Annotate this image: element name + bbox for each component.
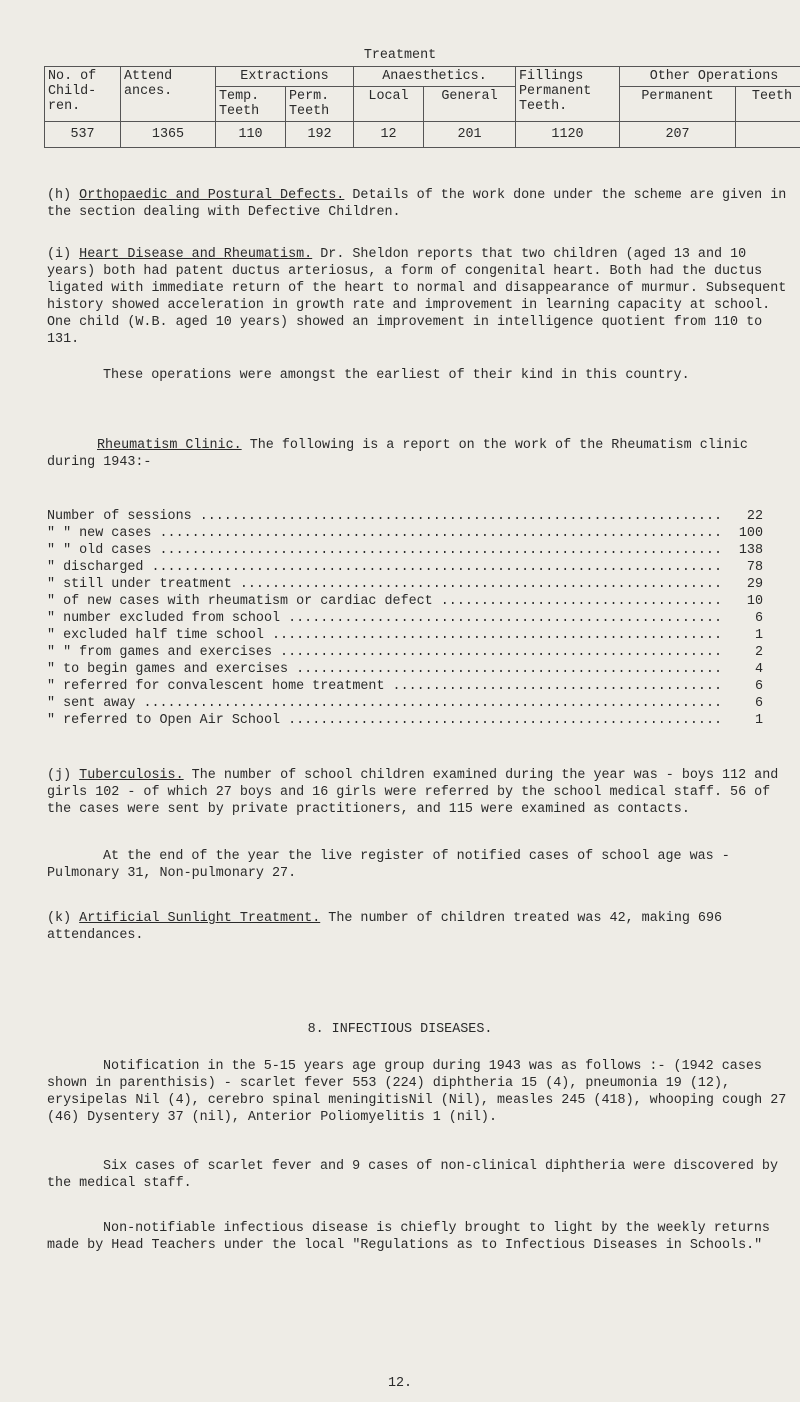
- table-cell: 537: [45, 122, 121, 148]
- list-item: [47, 542, 763, 559]
- header-anaesthetics: Anaesthetics.: [354, 67, 516, 87]
- section-j-label: (j): [47, 768, 72, 783]
- section-j-para2: At the end of the year the live register of notified cases of school age was - Pulmonary 31, Non-pulmonary 27.: [47, 849, 730, 881]
- item-value: 10: [746, 594, 763, 609]
- item-label: " sent away .....: [47, 695, 721, 712]
- list-item: [47, 644, 763, 661]
- item-label: " excluded half time school .....: [47, 627, 721, 644]
- item-value: 6: [754, 611, 763, 626]
- header-local: Local: [354, 87, 424, 122]
- header-other-operations: Other Operations: [620, 67, 800, 87]
- item-label: " still under treatment .....: [47, 576, 721, 593]
- header-fillings: Fillings Permanent Teeth.: [516, 67, 620, 122]
- item-label: " number excluded from school .....: [47, 610, 721, 627]
- item-value: 1: [754, 713, 763, 728]
- item-label: " " new cases .....: [47, 525, 721, 542]
- table-cell: 12: [354, 122, 424, 148]
- section-j-text: The number of school children examined during the year was - boys 112 and girls 102 - of which 27 boys and 16 girls were referred by the school medical staff. 56 of the cases were sent by private practitioners, and 115 were examined as contacts.: [47, 768, 779, 817]
- header-general: General: [424, 87, 516, 122]
- section-h-label: (h): [47, 188, 72, 203]
- item-value: 138: [738, 543, 763, 558]
- header-children: No. of Child-ren.: [45, 67, 121, 122]
- item-value: 1: [754, 628, 763, 643]
- item-label: " of new cases with rheumatism or cardiac defect .....: [47, 593, 721, 610]
- section-8-para1: Notification in the 5-15 years age group during 1943 was as follows :- (1942 cases shown in parenthisis) - scarlet fever 553 (224) diphtheria 15 (4), pneumonia 19 (12), erysipelas Nil (4), cerebro spinal meningitisNil (Nil), measles 245 (418), whooping cough 27 (46) Dysentery 37 (nil), Anterior Poliomyelitis 1 (nil).: [47, 1059, 787, 1125]
- section-i-title: Heart Disease and Rheumatism.: [79, 247, 313, 262]
- item-label: " " from games and exercises .....: [47, 644, 721, 661]
- rheumatism-clinic-intro: [47, 437, 792, 471]
- section-8-para2: Six cases of scarlet fever and 9 cases of non-clinical diphtheria were discovered by the medical staff.: [47, 1159, 778, 1191]
- section-j-title: Tuberculosis.: [79, 768, 184, 783]
- section-i-para2: These operations were amongst the earliest of their kind in this country.: [103, 368, 690, 383]
- rheumatism-clinic-title: Rheumatism Clinic.: [97, 438, 242, 453]
- item-value: 29: [746, 577, 763, 592]
- table-cell: 1365: [121, 122, 216, 148]
- list-item: [47, 525, 763, 542]
- list-item: [47, 712, 763, 729]
- table-cell: [736, 122, 800, 148]
- header-temp-teeth: Temp. Teeth: [216, 87, 286, 122]
- item-label: Number of sessions .....: [47, 508, 721, 525]
- table-cell: 207: [620, 122, 736, 148]
- header-attendances: Attend ances.: [121, 67, 216, 122]
- item-label: " discharged .....: [47, 559, 721, 576]
- list-item: [47, 593, 763, 610]
- item-label: " referred to Open Air School .....: [47, 712, 721, 729]
- list-item: [47, 695, 763, 712]
- item-value: 100: [738, 526, 763, 541]
- treatment-table: [44, 66, 800, 148]
- section-k: [47, 910, 792, 944]
- header-other-permanent: Permanent: [620, 87, 736, 122]
- section-k-text: The number of children treated was 42, making 696 attendances.: [47, 911, 723, 943]
- rheumatism-clinic-intro-text: The following is a report on the work of the Rheumatism clinic during 1943:-: [47, 438, 748, 470]
- section-h-text: Details of the work done under the scheme are given in the section dealing with Defective Children.: [47, 188, 787, 220]
- section-8-heading: 8. INFECTIOUS DISEASES.: [307, 1022, 493, 1037]
- table-cell: 192: [286, 122, 354, 148]
- table-cell: 201: [424, 122, 516, 148]
- item-value: 78: [746, 560, 763, 575]
- list-item: [47, 627, 763, 644]
- section-k-label: (k): [47, 911, 72, 926]
- page-number: 12.: [387, 1376, 413, 1391]
- table-cell: 1120: [516, 122, 620, 148]
- section-k-title: Artificial Sunlight Treatment.: [79, 911, 321, 926]
- section-j: [47, 767, 792, 818]
- item-value: 6: [754, 696, 763, 711]
- table-cell: 110: [216, 122, 286, 148]
- item-label: " to begin games and exercises .....: [47, 661, 721, 678]
- item-value: 4: [754, 662, 763, 677]
- header-extractions: Extractions: [216, 67, 354, 87]
- section-i: [47, 246, 792, 348]
- rheumatism-clinic-list: [47, 508, 763, 729]
- section-i-label: (i): [47, 247, 72, 262]
- table-row: [45, 122, 800, 148]
- list-item: [47, 576, 763, 593]
- list-item: [47, 678, 763, 695]
- section-h: [47, 187, 792, 221]
- list-item: [47, 610, 763, 627]
- header-perm-teeth: Perm. Teeth: [286, 87, 354, 122]
- item-value: 6: [754, 679, 763, 694]
- table-caption: Treatment: [363, 48, 437, 63]
- list-item: [47, 661, 763, 678]
- section-h-title: Orthopaedic and Postural Defects.: [79, 188, 345, 203]
- list-item: [47, 508, 763, 525]
- item-value: 22: [746, 509, 763, 524]
- list-item: [47, 559, 763, 576]
- section-8-para3: Non-notifiable infectious disease is chiefly brought to light by the weekly returns made by Head Teachers under the local "Regulations as to Infectious Diseases in Schools.": [47, 1221, 770, 1253]
- header-other-temp: Teeth: [736, 87, 800, 122]
- section-i-text: Dr. Sheldon reports that two children (aged 13 and 10 years) both had patent ductus arteriosus, a form of congenital heart. Both had the ductus ligated with immediate return of the heart to normal and disappearance of murmur. Subsequent history showed acceleration in growth rate and improvement in learning capacity at school. One child (W.B. aged 10 years) showed an improvement in intelligence quotient from 110 to 131.: [47, 247, 787, 347]
- item-label: " " old cases .....: [47, 542, 721, 559]
- item-value: 2: [754, 645, 763, 660]
- item-label: " referred for convalescent home treatment .....: [47, 678, 721, 695]
